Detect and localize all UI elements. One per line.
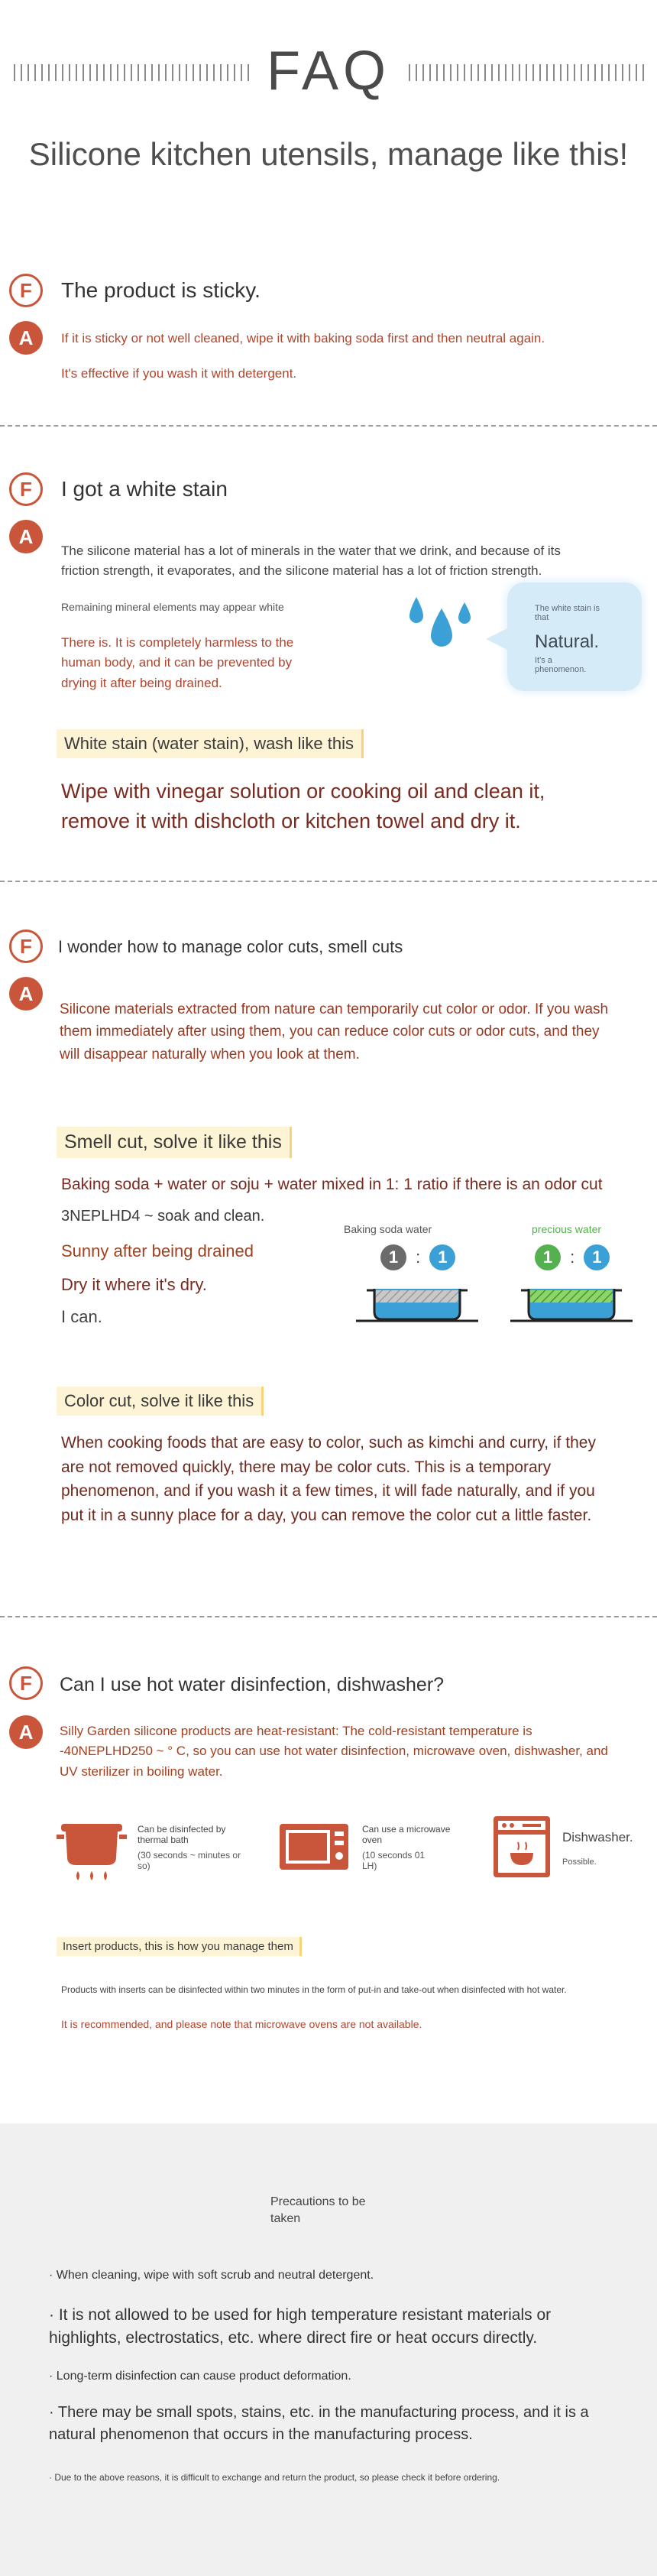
section-divider [0, 425, 657, 427]
bullet-icon: · [49, 2472, 55, 2483]
question-badge-icon: F [9, 1666, 43, 1700]
ratio-right-number: 1 [584, 1244, 610, 1270]
bullet-icon: · [49, 2370, 57, 2383]
boiling-pot-icon [57, 1818, 127, 1883]
precaution-item-3 [49, 2370, 599, 2383]
insert-line2: It is recommended, and please note that microwave ovens are not available. [61, 2018, 422, 2030]
precaution-item-1-text: When cleaning, wipe with soft scrub and neutral detergent. [56, 2269, 374, 2282]
bubble-tail [486, 627, 510, 651]
insert-heading: Insert products, this is how you manage them [57, 1937, 302, 1956]
faq4-question: Can I use hot water disinfection, dishwasher? [60, 1674, 445, 1695]
faq1-answer-line2: It's effective if you wash it with detergent. [61, 366, 297, 381]
microwave-title: Can use a microwave oven [362, 1824, 451, 1845]
ratio-separator: : [570, 1247, 575, 1267]
ratio-left-number: 1 [380, 1244, 406, 1270]
wash-heading: White stain (water stain), wash like this [57, 729, 364, 758]
smell-line3: Sunny after being drained [61, 1241, 254, 1260]
bubble-small-text: The white stain is that [535, 604, 600, 622]
bullet-icon: · [49, 2306, 59, 2324]
question-badge-icon: F [9, 930, 43, 963]
page-subtitle: Silicone kitchen utensils, manage like this! [28, 136, 629, 172]
microwave-note: (10 seconds 01 LH) [362, 1850, 426, 1871]
dishwasher-icon [492, 1815, 552, 1879]
precautions-footnote-text: Due to the above reasons, it is difficult to exchange and return the product, so please check it before ordering. [54, 2472, 500, 2483]
color-text: When cooking foods that are easy to color, such as kimchi and curry, if they are not removed quickly, there may be color cuts. This is a temporary phenomenon, and if you wash it a few times, it will fade naturally, and if you put it in a sunny place for a day, you can remove the color cut a little faster. [61, 1434, 596, 1524]
dishwasher-title: Dishwasher. [562, 1830, 633, 1844]
faq2-harmless: There is. It is completely harmless to the human body, and it can be prevented by drying it after being drained. [61, 635, 294, 690]
section-divider [0, 1616, 657, 1617]
question-badge-icon: F [9, 472, 43, 506]
ratio-separator: : [416, 1247, 421, 1267]
pot2-icon [510, 1281, 633, 1327]
insert-line1: Products with inserts can be disinfected within two minutes in the form of put-in and take-out when disinfected with hot water. [61, 1984, 567, 1995]
answer-badge-icon: A [9, 977, 43, 1011]
smell-line2: 3NEPLHD4 ~ soak and clean. [61, 1208, 265, 1225]
thermal-bath-title: Can be disinfected by thermal bath [138, 1824, 226, 1845]
pot1-icon [356, 1281, 478, 1327]
answer-badge-icon: A [9, 1715, 43, 1749]
pot1-ratio [380, 1244, 455, 1270]
color-heading: Color cut, solve it like this [57, 1387, 264, 1416]
bullet-icon: · [49, 2404, 58, 2421]
ratio-left-number: 1 [535, 1244, 561, 1270]
smell-line1: Baking soda + water or soju + water mixed in 1: 1 ratio if there is an odor cut [61, 1176, 603, 1193]
precaution-item-2 [49, 2304, 614, 2351]
dishwasher-note: Possible. [562, 1857, 597, 1867]
wash-text: Wipe with vinegar solution or cooking oil and clean it, remove it with dishcloth or kitchen towel and dry it. [61, 780, 545, 833]
page-title: FAQ [266, 41, 391, 102]
smell-heading: Smell cut, solve it like this [57, 1127, 292, 1158]
pot2-label: precious water [532, 1223, 602, 1235]
faq1-answer-line1: If it is sticky or not well cleaned, wipe it with baking soda first and then neutral again. [61, 331, 545, 346]
water-drops-icon [405, 593, 474, 670]
section-divider [0, 881, 657, 882]
thermal-bath-note: (30 seconds ~ minutes or so) [138, 1850, 241, 1871]
precaution-item-3-text: Long-term disinfection can cause product deformation. [56, 2370, 351, 2383]
ratio-right-number: 1 [429, 1244, 455, 1270]
bubble-big-text: Natural. [535, 631, 600, 652]
faq2-answer: The silicone material has a lot of minerals in the water that we drink, and because of its friction strength, it evaporates, and the silicone material has a lot of friction strength. [61, 543, 561, 578]
bullet-icon: · [49, 2269, 57, 2282]
faq2-note: Remaining mineral elements may appear white [61, 601, 284, 613]
faq4-answer: Silly Garden silicone products are heat-resistant: The cold-resistant temperature is -40NEPLHD250 ~ ° C, so you can use hot water disinfection, microwave oven, dishwasher, and UV sterilizer in boiling water. [60, 1724, 608, 1779]
precaution-item-4-text: There may be small spots, stains, etc. in the manufacturing process, and it is a natural phenomenon that occurs in the manufacturing process. [49, 2404, 589, 2443]
smell-line4: Dry it where it's dry. [61, 1275, 207, 1294]
precaution-item-4 [49, 2402, 599, 2446]
precaution-item-1 [49, 2269, 599, 2282]
answer-badge-icon: A [9, 321, 43, 355]
microwave-icon [278, 1822, 350, 1871]
pot1-label: Baking soda water [344, 1223, 432, 1235]
precaution-item-2-text: It is not allowed to be used for high temperature resistant materials or highlights, electrostatics, etc. where direct fire or heat occurs directly. [49, 2306, 552, 2347]
precautions-title: Precautions to be taken [270, 2195, 366, 2226]
faq3-question: I wonder how to manage color cuts, smell cuts [58, 937, 403, 956]
faq1-question: The product is sticky. [61, 278, 261, 302]
question-badge-icon: F [9, 274, 43, 307]
answer-badge-icon: A [9, 520, 43, 553]
faq3-answer: Silicone materials extracted from nature can temporarily cut color or odor. If you wash them immediately after using them, you can reduce color cuts or odor cuts, and they will disappear naturally when you look at them. [60, 1001, 609, 1063]
header-ticks-right [409, 64, 646, 81]
pot2-ratio [535, 1244, 610, 1270]
smell-line5: I can. [61, 1307, 102, 1326]
precautions-footnote [49, 2472, 614, 2483]
faq2-question: I got a white stain [61, 477, 228, 501]
bubble-tail-text: It's a phenomenon. [535, 656, 587, 674]
